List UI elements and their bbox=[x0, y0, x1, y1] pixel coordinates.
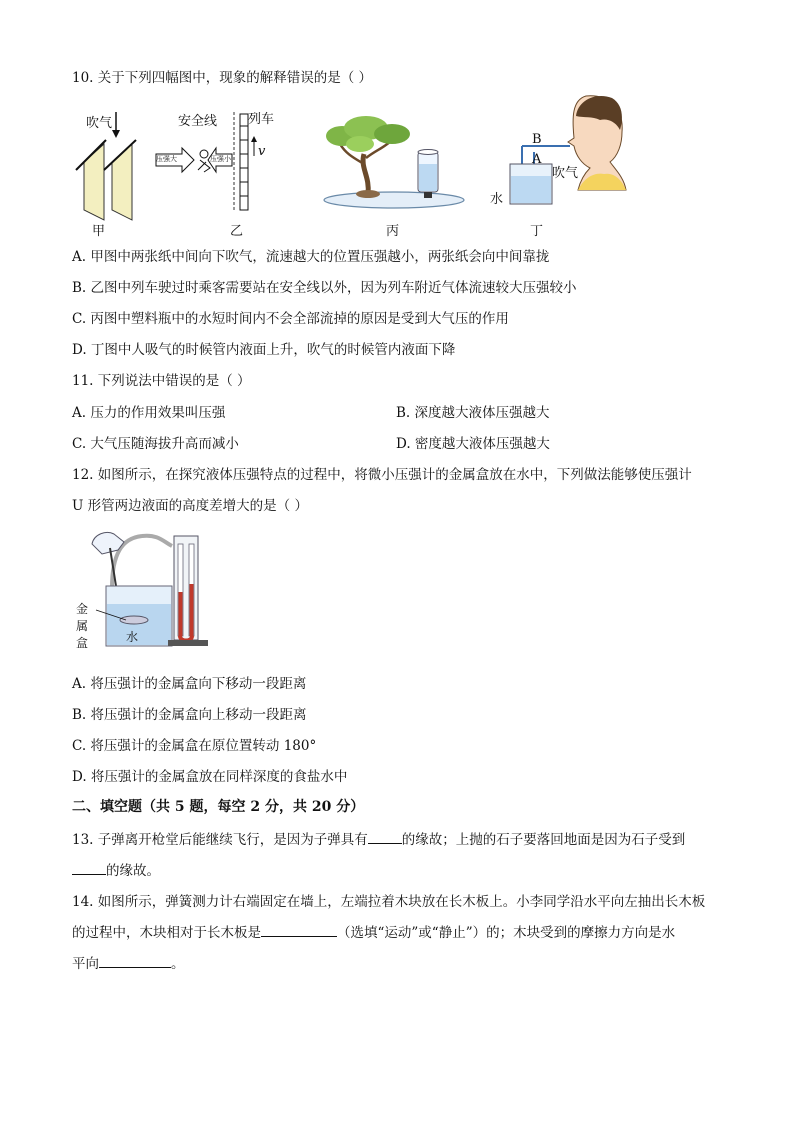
q12-stem-line2: U 形管两边液面的高度差增大的是（ ） bbox=[72, 498, 308, 514]
q11-option-a: A. 压力的作用效果叫压强 bbox=[72, 405, 226, 421]
q12-figure bbox=[72, 524, 222, 654]
q13-blank-2[interactable] bbox=[72, 862, 106, 875]
q11-option-c: C. 大气压随海拔升高而减小 bbox=[72, 436, 239, 452]
q14-line3b: 。 bbox=[171, 956, 185, 972]
q12-option-b: B. 将压强计的金属盒向上移动一段距离 bbox=[72, 707, 307, 723]
q10-figure bbox=[70, 92, 630, 242]
label-yi: 乙 bbox=[230, 224, 244, 239]
q10-stem: 10. 关于下列四幅图中，现象的解释错误的是（ ） bbox=[72, 70, 373, 86]
label-bing: 丙 bbox=[386, 224, 400, 239]
label-safety-line: 安全线 bbox=[178, 114, 218, 129]
label-b: B bbox=[532, 132, 542, 147]
figure-bing-bottle bbox=[320, 114, 470, 214]
section-2-title: 二、填空题（共 5 题，每空 2 分，共 20 分） bbox=[72, 799, 365, 815]
label-he: 盒 bbox=[76, 636, 89, 650]
q10-option-a: A. 甲图中两张纸中间向下吹气，流速越大的位置压强越小，两张纸会向中间靠拢 bbox=[72, 249, 550, 265]
q14-line3a: 平向 bbox=[72, 956, 99, 972]
q14-blank-2[interactable] bbox=[99, 955, 171, 968]
q10-option-b: B. 乙图中列车驶过时乘客需要站在安全线以外，因为列车附近气体流速较大压强较小 bbox=[72, 280, 577, 296]
label-jin: 金 bbox=[76, 602, 89, 616]
label-jia: 甲 bbox=[92, 224, 106, 239]
label-blow-left: 吹气 bbox=[86, 116, 113, 131]
q13-part3: 的缘故。 bbox=[106, 863, 160, 879]
label-a: A bbox=[532, 152, 542, 167]
figure-pressure-gauge bbox=[72, 524, 222, 654]
q10-option-d: D. 丁图中人吸气的时候管内液面上升，吹气的时候管内液面下降 bbox=[72, 342, 456, 358]
q13-part1: 13. 子弹离开枪堂后能继续飞行，是因为子弹具有 bbox=[72, 832, 368, 848]
q14-line3 bbox=[72, 952, 185, 972]
q14-line1: 14. 如图所示，弹簧测力计右端固定在墙上，左端拉着木块放在长木板上。小李同学沿水平向左抽出长木板 bbox=[72, 894, 706, 910]
q13-blank-1[interactable] bbox=[368, 831, 402, 844]
q14-line2a: 的过程中，木块相对于长木板是 bbox=[72, 925, 261, 941]
label-water-q12: 水 bbox=[126, 630, 139, 644]
q14-line2 bbox=[72, 921, 675, 941]
q12-stem-line1: 12. 如图所示，在探究液体压强特点的过程中，将微小压强计的金属盒放在水中，下列做法能够使压强计 bbox=[72, 467, 692, 483]
q14-line2b: （选填“运动”或“静止”）的；木块受到的摩擦力方向是水 bbox=[337, 925, 676, 941]
label-shu: 属 bbox=[76, 619, 89, 633]
label-big-pressure: 压强大 bbox=[156, 155, 177, 163]
label-v: v bbox=[258, 144, 266, 159]
q10-option-c: C. 丙图中塑料瓶中的水短时间内不会全部流掉的原因是受到大气压的作用 bbox=[72, 311, 509, 327]
q11-option-d: D. 密度越大液体压强越大 bbox=[396, 436, 550, 452]
label-ding: 丁 bbox=[530, 224, 544, 239]
label-small-pressure: 压强小 bbox=[210, 155, 231, 163]
q14-blank-1[interactable] bbox=[261, 924, 337, 937]
q11-stem: 11. 下列说法中错误的是（ ） bbox=[72, 373, 251, 389]
label-water-ding: 水 bbox=[490, 192, 504, 207]
q12-option-c: C. 将压强计的金属盒在原位置转动 180° bbox=[72, 738, 317, 754]
q12-option-a: A. 将压强计的金属盒向下移动一段距离 bbox=[72, 676, 307, 692]
q13-part2: 的缘故；上抛的石子要落回地面是因为石子受到 bbox=[401, 832, 686, 848]
q13-line1 bbox=[72, 828, 685, 848]
q13-line2 bbox=[72, 859, 160, 879]
q11-option-b: B. 深度越大液体压强越大 bbox=[396, 405, 550, 421]
q12-option-d: D. 将压强计的金属盒放在同样深度的食盐水中 bbox=[72, 769, 348, 785]
label-blow-right: 吹气 bbox=[552, 166, 579, 181]
figure-ding-boy bbox=[500, 94, 630, 214]
label-train: 列车 bbox=[248, 112, 275, 127]
